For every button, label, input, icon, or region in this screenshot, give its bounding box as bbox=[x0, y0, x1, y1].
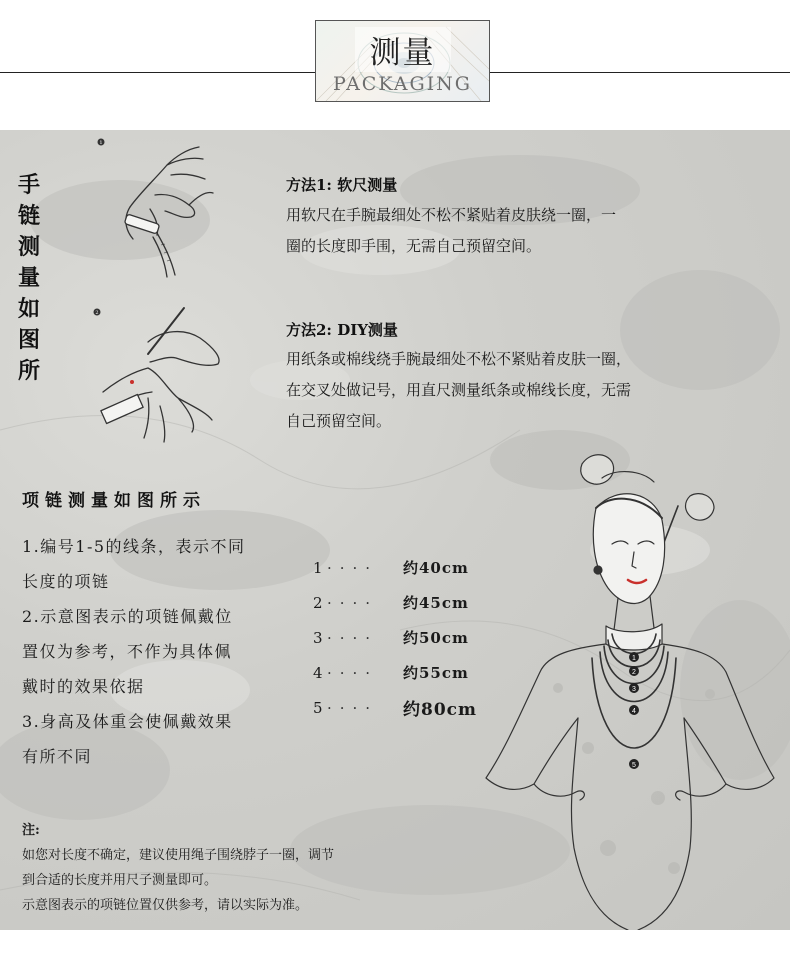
legend-dots: ···· bbox=[327, 593, 379, 612]
legend-row bbox=[313, 620, 477, 655]
vertical-title-char: 图 bbox=[17, 327, 40, 353]
legend-dots: ···· bbox=[327, 558, 379, 577]
legend-number: 2 bbox=[313, 593, 323, 612]
mark-point bbox=[130, 380, 134, 384]
legend-number: 1 bbox=[313, 558, 323, 577]
method1-line: 圈的长度即手围，无需自己预留空间。 bbox=[286, 237, 542, 255]
step-marker-2: 2 bbox=[95, 310, 99, 316]
note-block bbox=[22, 818, 334, 918]
title-badge bbox=[315, 20, 490, 102]
note-line: 如您对长度不确定，建议使用绳子围绕脖子一圈，调节 bbox=[22, 848, 335, 863]
vertical-title-char: 测 bbox=[17, 234, 40, 260]
legend-length: 约45cm bbox=[403, 594, 469, 612]
legend-number: 3 bbox=[313, 628, 323, 647]
woman-necklace-figure-illustration bbox=[478, 448, 783, 930]
vertical-title-char: 如 bbox=[17, 296, 40, 322]
legend-row bbox=[313, 585, 477, 620]
necklace-section-title: 项链测量如图所示 bbox=[22, 491, 206, 511]
method1-line: 用软尺在手腕最细处不松不紧贴着皮肤绕一圈，一 bbox=[286, 206, 617, 224]
legend-length: 约40cm bbox=[403, 559, 469, 577]
hand-paper-strip-illustration bbox=[88, 302, 238, 452]
legend-length: 约50cm bbox=[403, 629, 469, 647]
necklace-marker: 3 bbox=[632, 686, 636, 693]
page-subtitle: PACKAGING bbox=[333, 73, 472, 95]
description-line: 3.身高及体重会使佩戴效果 bbox=[22, 712, 233, 731]
legend-row bbox=[313, 655, 477, 690]
necklace-description bbox=[22, 529, 246, 774]
page-header bbox=[0, 0, 790, 130]
legend-row bbox=[313, 690, 477, 725]
legend-length: 约55cm bbox=[403, 664, 469, 682]
page-title: 测量 bbox=[355, 27, 451, 72]
method2-line: 用纸条或棉线绕手腕最细处不松不紧贴着皮肤一圈， bbox=[286, 350, 632, 368]
necklace-marker: 1 bbox=[632, 655, 636, 662]
description-line: 2.示意图表示的项链佩戴位 bbox=[22, 607, 233, 626]
vertical-title-char: 所 bbox=[17, 358, 40, 384]
step-marker-1: 1 bbox=[99, 140, 103, 146]
method2-title: 方法2: DIY测量 bbox=[286, 321, 398, 339]
legend-dots: ···· bbox=[327, 628, 379, 647]
necklace-marker: 5 bbox=[632, 762, 636, 769]
note-title: 注: bbox=[22, 823, 40, 838]
description-line: 1.编号1-5的线条，表示不同 bbox=[22, 537, 246, 556]
legend-dots: ···· bbox=[327, 698, 379, 717]
method1-body bbox=[286, 200, 616, 262]
method2-line: 在交叉处做记号，用直尺测量纸条或棉线长度，无需 bbox=[286, 381, 632, 399]
necklace-length-legend bbox=[313, 550, 477, 725]
legend-dots: ···· bbox=[327, 663, 379, 682]
description-line: 长度的项链 bbox=[22, 572, 110, 591]
bracelet-vertical-title bbox=[14, 170, 44, 387]
legend-number: 4 bbox=[313, 663, 323, 682]
necklace-marker: 4 bbox=[632, 708, 636, 715]
measurement-panel bbox=[0, 130, 790, 930]
vertical-title-char: 手 bbox=[17, 172, 40, 198]
note-line: 到合适的长度并用尺子测量即可。 bbox=[22, 873, 218, 888]
description-line: 戴时的效果依据 bbox=[22, 677, 145, 696]
description-line: 有所不同 bbox=[22, 747, 93, 766]
method2-line: 自己预留空间。 bbox=[286, 412, 392, 430]
note-line: 示意图表示的项链位置仅供参考，请以实际为准。 bbox=[22, 898, 309, 913]
hand-tape-measure-illustration bbox=[95, 135, 220, 285]
legend-number: 5 bbox=[313, 698, 323, 717]
method2-body bbox=[286, 344, 631, 437]
legend-length: 约80cm bbox=[403, 700, 477, 720]
description-line: 置仅为参考，不作为具体佩 bbox=[22, 642, 233, 661]
legend-row bbox=[313, 550, 477, 585]
vertical-title-char: 链 bbox=[17, 203, 40, 229]
vertical-title-char: 量 bbox=[17, 265, 40, 291]
necklace-marker: 2 bbox=[632, 669, 636, 676]
method1-title: 方法1: 软尺测量 bbox=[286, 176, 398, 194]
necklace-number-markers bbox=[629, 652, 639, 769]
